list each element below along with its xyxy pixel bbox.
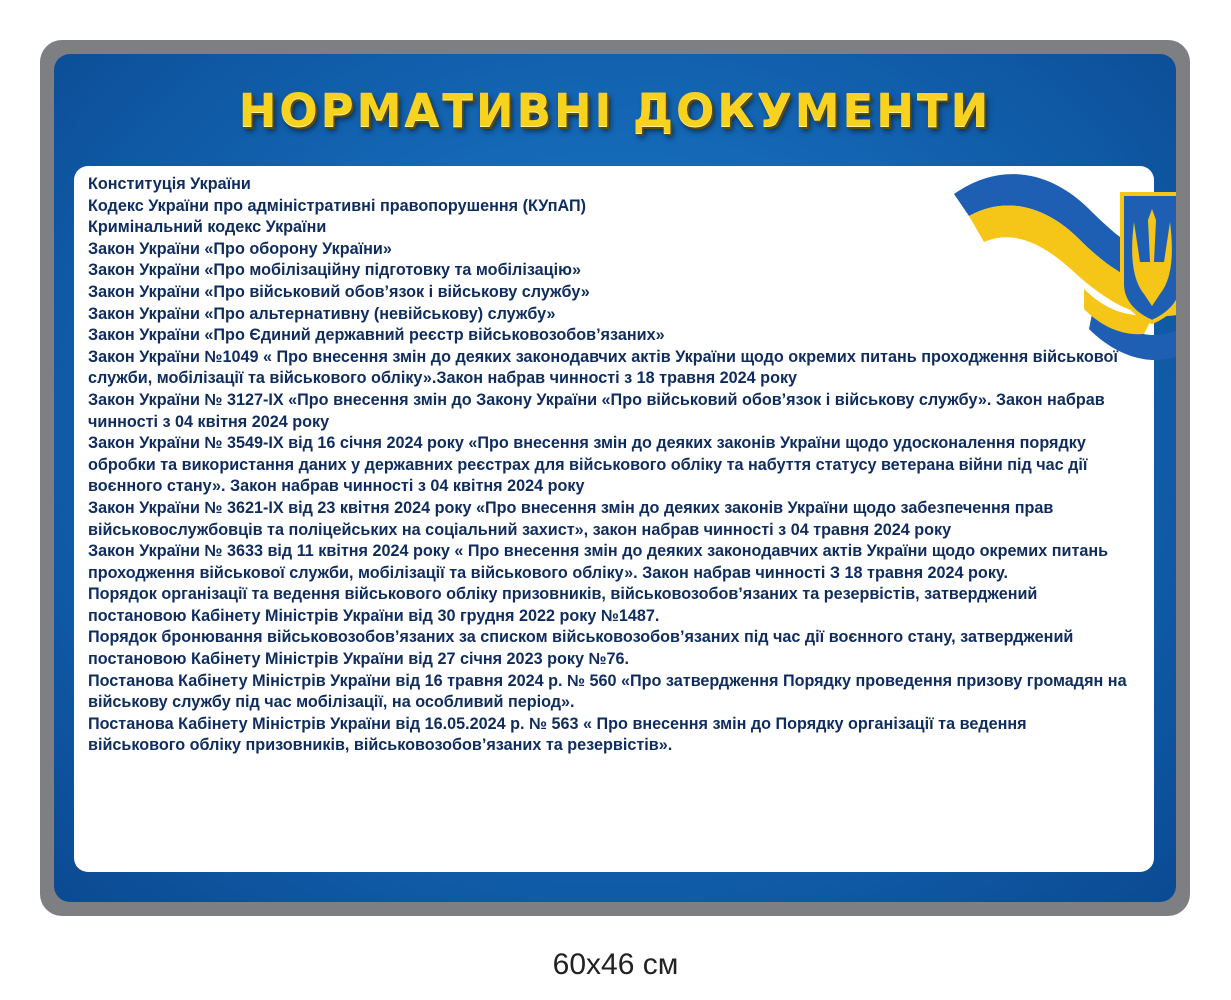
list-item: Порядок організації та ведення військового обліку призовників, військовозобов’язаних та резервістів, затверджений постановою Кабінету Міністрів України від 30 грудня 2022 року №1487.	[88, 585, 1038, 625]
list-item: Закон України «Про альтернативну (невійськову) службу»	[88, 304, 556, 323]
list-item: Закон України «Про мобілізаційну підготовку та мобілізацію»	[88, 261, 581, 280]
list-item: Кодекс України про адміністративні правопорушення (КУпАП)	[88, 196, 586, 215]
list-item: Закон України «Про оборону України»	[88, 239, 392, 258]
list-item: Закон України № 3633 від 11 квітня 2024 року « Про внесення змін до деяких законодавчих актів України щодо окремих питань проходження військової служби, мобілізації та військового обліку». Закон набрав чинності З 18 травня 2024 року.	[88, 542, 1109, 582]
list-item: Постанова Кабінету Міністрів України від 16 травня 2024 р. № 560 «Про затвердження Порядку проведення призову громадян на військову службу під час мобілізації, на особливий період».	[88, 671, 1127, 712]
list-item: Конституція України	[88, 175, 251, 193]
size-caption: 60x46 см	[552, 948, 679, 981]
list-item: Закон України «Про Єдиний державний реєстр військовозобов’язаних»	[88, 326, 665, 345]
list-item: Закон України № 3621-ІХ від 23 квітня 2024 року «Про внесення змін до деяких законів України щодо забезпечення прав військовослужбовців та поліцейських на соціальний захист», закон набрав чинності з 04 травня 2024 року	[88, 498, 1054, 539]
list-item: Кримінальний кодекс України	[88, 218, 327, 237]
list-item: Порядок бронювання військовозобов’язаних за списком військовозобов’язаних під час дії воєнного стану, затверджений постановою Кабінету Міністрів України від 27 січня 2023 року №76.	[88, 628, 1074, 669]
board-title: НОРМАТИВНІ ДОКУМЕНТИ	[238, 84, 992, 137]
list-item: Закон України № 3549-ІХ від 16 січня 2024 року «Про внесення змін до деяких законів України щодо удосконалення порядку обробки та використання даних у державних реєстрах для військового обліку та набуття статусу ветерана війни під час дії воєнного стану». Закон набрав чинності з 04 квітня 2024 року	[88, 434, 1088, 496]
list-item: Постанова Кабінету Міністрів України від 16.05.2024 р. № 563 « Про внесення змін до Порядку організації та ведення військового обліку призовників, військовозобов’язаних та резервістів».	[88, 714, 1027, 755]
list-item: Закон України № 3127-ІХ «Про внесення змін до Закону України «Про військовий обов’язок і військову службу». Закон набрав чинності з 04 квітня 2024 року	[88, 390, 1105, 431]
list-item: Закон України «Про військовий обов’язок і військову службу»	[88, 282, 590, 301]
list-item: Закон України №1049 « Про внесення змін до деяких законодавчих актів України щодо окремих питань проходження військової служби, мобілізації та військового обліку».Закон набрав чинності з 18 травня 2024 року	[88, 347, 1118, 388]
ukraine-emblem-icon	[944, 154, 1176, 364]
information-board	[54, 54, 1176, 902]
